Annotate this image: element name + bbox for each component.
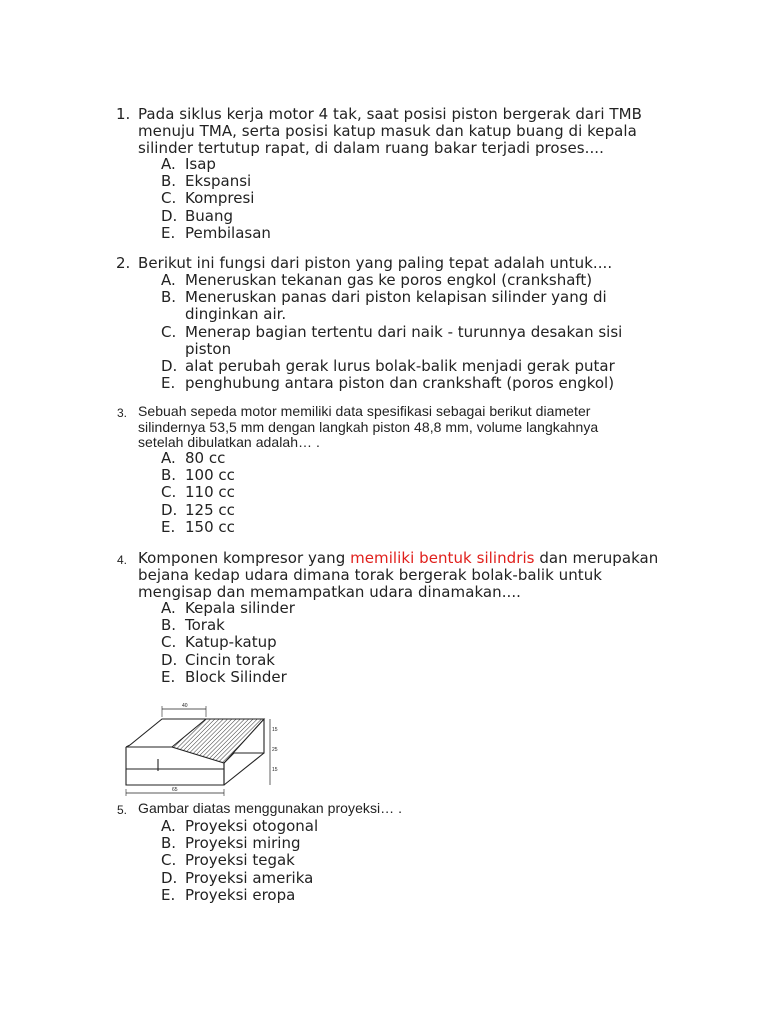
option-d[interactable]: D. 125 cc — [161, 500, 235, 519]
option-b[interactable]: B. Torak — [161, 616, 225, 635]
option-e[interactable]: E. Block Silinder — [161, 667, 287, 686]
question-number: 3. — [117, 406, 128, 420]
option-b[interactable]: B. Ekspansi — [161, 172, 252, 191]
question-text: Pada siklus kerja motor 4 tak, saat posisi piston bergerak dari TMB menuju TMA, serta posisi katup masuk dan katup buang di kepala silinder tertutup rapat, di dalam ruang bakar terjadi proses.... — [138, 105, 642, 157]
option-c[interactable]: C. 110 cc — [161, 483, 235, 502]
question-number: 1. — [116, 105, 131, 123]
option-c[interactable]: C. Proyeksi tegak — [161, 851, 295, 870]
dim-label-right-1: 15 — [272, 727, 278, 733]
option-e[interactable]: E. 150 cc — [161, 517, 235, 536]
option-b[interactable]: B. Meneruskan panas dari piston kelapisan silinder yang di dinginkan air. — [161, 288, 607, 324]
question-text: Sebuah sepeda motor memiliki data spesifikasi sebagai berikut diameter silindernya 53,5 mm dengan langkah piston 48,8 mm, volume langkahnya setelah dibulatkan adalah… . — [138, 403, 599, 450]
options-list — [161, 600, 295, 686]
highlighted-text: memiliki bentuk silindris — [350, 549, 535, 567]
option-b[interactable]: B. 100 cc — [161, 466, 235, 485]
option-a[interactable]: A. Isap — [161, 155, 216, 173]
option-d[interactable]: D. alat perubah gerak lurus bolak-balik menjadi gerak putar — [161, 357, 615, 376]
option-b[interactable]: B. Proyeksi miring — [161, 834, 301, 853]
dim-label-top: 40 — [182, 703, 188, 709]
options-list — [161, 272, 622, 392]
question-text: Berikut ini fungsi dari piston yang paling tepat adalah untuk.... — [138, 254, 613, 272]
option-e[interactable]: E. Proyeksi eropa — [161, 885, 296, 904]
options-list — [161, 450, 235, 536]
option-a[interactable]: A. Proyeksi otogonal — [161, 817, 319, 835]
option-c[interactable]: C. Katup-katup — [161, 633, 277, 652]
options-list — [161, 156, 271, 242]
question-text: Gambar diatas menggunakan proyeksi… . — [138, 800, 403, 816]
option-e[interactable]: E. Pembilasan — [161, 223, 271, 242]
projection-figure — [118, 701, 290, 797]
option-c[interactable]: C. Kompresi — [161, 189, 255, 208]
question-number: 2. — [116, 254, 131, 272]
option-e[interactable]: E. penghubung antara piston dan crankshaft (poros engkol) — [161, 374, 615, 393]
option-d[interactable]: D. Proyeksi amerika — [161, 868, 314, 887]
dim-label-right-2: 25 — [272, 747, 278, 753]
option-a[interactable]: A. Kepala silinder — [161, 599, 295, 617]
option-d[interactable]: D. Buang — [161, 206, 234, 225]
dim-label-bottom: 65 — [172, 787, 178, 793]
question-number: 4. — [117, 553, 128, 567]
option-a[interactable]: A. Meneruskan tekanan gas ke poros engkol (crankshaft) — [161, 271, 593, 289]
option-d[interactable]: D. Cincin torak — [161, 650, 275, 669]
option-c[interactable]: C. Menerap bagian tertentu dari naik - turunnya desakan sisi piston — [161, 322, 623, 358]
question-text: Komponen kompresor yang memiliki bentuk silindris dan merupakan bejana kedap udara dimana torak bergerak bolak-balik untuk mengisap dan memampatkan udara dinamakan.... — [138, 549, 659, 601]
option-a[interactable]: A. 80 cc — [161, 449, 226, 467]
dim-label-right-3: 15 — [272, 767, 278, 773]
question-number: 5. — [117, 803, 128, 817]
options-list — [161, 818, 318, 904]
